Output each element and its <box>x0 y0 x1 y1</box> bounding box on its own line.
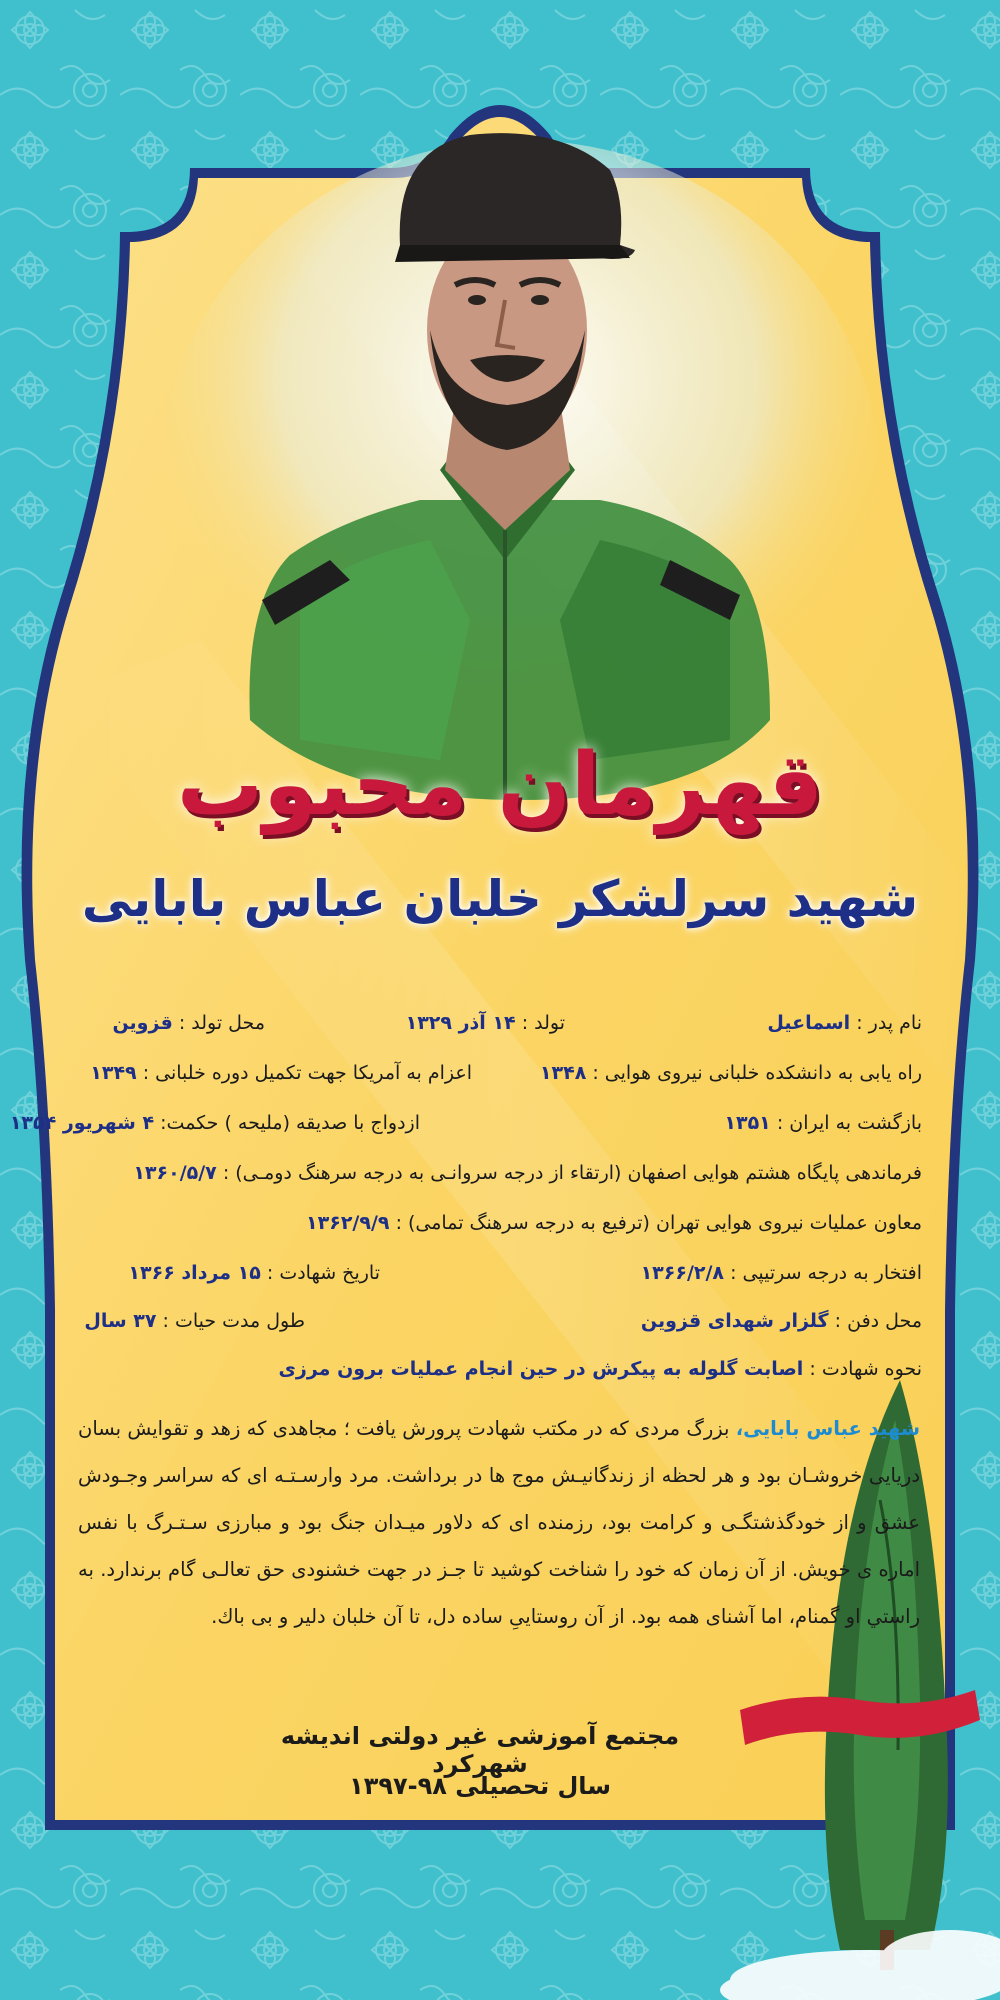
return-line <box>724 1112 922 1134</box>
school-value: ۱۳۴۸ <box>539 1062 587 1084</box>
marriage-label: ازدواج با صدیقه (ملیحه ) حکمت: <box>160 1112 420 1134</box>
burial-line <box>641 1310 922 1332</box>
burial-label: محل دفن : <box>834 1310 922 1332</box>
school-name: مجتمع آموزشی غیر دولتی اندیشه شهرکرد <box>280 1722 680 1778</box>
birthplace-value: قزوین <box>112 1012 173 1034</box>
general-label: افتخار به درجه سرتیپی : <box>730 1262 922 1284</box>
father-value: اسماعیل <box>767 1012 851 1034</box>
marriage-value: ۴ شهریور ۱۳۵۴ <box>9 1112 155 1134</box>
lifespan-label: طول مدت حیات : <box>162 1310 305 1332</box>
birth-label: تولد : <box>521 1012 565 1034</box>
martyrdom-date-label: تاریخ شهادت : <box>266 1262 380 1284</box>
birth-value: ۱۴ آذر ۱۳۲۹ <box>405 1012 516 1034</box>
usa-value: ۱۳۴۹ <box>90 1062 137 1084</box>
command-line <box>133 1162 922 1184</box>
deputy-label: معاون عملیات نیروی هوایی تهران (ترفیع به درجه سرهنگ تمامی) : <box>395 1212 922 1234</box>
biography-paragraph <box>78 1405 920 1640</box>
subtitle: شهید سرلشکر خلبان عباس بابایی <box>81 870 919 928</box>
command-value: ۱۳۶۰/۵/۷ <box>133 1162 217 1184</box>
father-line <box>767 1012 922 1034</box>
martyrdom-date-value: ۱۵ مرداد ۱۳۶۶ <box>128 1262 261 1284</box>
deputy-line <box>306 1212 922 1234</box>
general-value: ۱۳۶۶/۲/۸ <box>640 1262 725 1284</box>
lifespan-line <box>84 1310 305 1332</box>
main-title: قهرمان محبوب <box>176 735 824 835</box>
marriage-line <box>10 1112 420 1134</box>
school-label: راه یابی به دانشکده خلبانی نیروی هوایی : <box>592 1062 922 1084</box>
general-line <box>641 1262 922 1284</box>
birthplace-label: محل تولد : <box>178 1012 265 1034</box>
usa-line <box>90 1062 472 1084</box>
academic-year: سال تحصیلی ۹۸-۱۳۹۷ <box>349 1772 611 1800</box>
lifespan-value: ۳۷ سال <box>84 1310 157 1332</box>
bio-name: شهید عباس بابایی، <box>735 1417 920 1440</box>
father-label: نام پدر : <box>856 1012 922 1034</box>
command-label: فرماندهی پایگاه هشتم هوایی اصفهان (ارتقاء از درجه سروانـی به درجه سرهنگ دومـی) : <box>222 1162 922 1184</box>
manner-line <box>279 1358 922 1380</box>
martyrdom-date-line <box>128 1262 380 1284</box>
return-label: بازگشت به ایران : <box>776 1112 922 1134</box>
return-value: ۱۳۵۱ <box>724 1112 771 1134</box>
burial-value: گلزار شهدای قزوین <box>640 1310 829 1332</box>
birthplace-line <box>112 1012 265 1034</box>
usa-label: اعزام به آمریکا جهت تکمیل دوره خلبانی : <box>142 1062 472 1084</box>
birth-line <box>406 1012 565 1034</box>
manner-label: نحوه شهادت : <box>809 1358 922 1380</box>
manner-value: اصابت گلوله به پیکرش در حین انجام عملیات برون مرزی <box>278 1358 804 1380</box>
school-line <box>540 1062 922 1084</box>
bio-text: بزرگ مردی که در مکتب شهادت پرورش یافت ؛ مجاهدی که زهد و تقوایش بسان دریایی خروشـان بود و هر لحظه از زندگانیـش موج ها در برداشت. مرد وارسـتـه ای که سراسر وجـودش عشق و از خودگذشتگـی و کرامت بود، رزمنده ای که دلاور میـدان جنگ بود و مبارزی سـتـرگ با نفس اماره ی خویش. از آن زمان که خود را شناخت کوشید تا جـز در جهت خشنودی حق تعالـی گام برندارد. به راستي او گمنام، اما آشنای همه بود. از آن روستاییِ ساده دل، تا آن خلبان دلیر و بی باك. <box>78 1417 920 1628</box>
deputy-value: ۱۳۶۲/۹/۹ <box>306 1212 390 1234</box>
